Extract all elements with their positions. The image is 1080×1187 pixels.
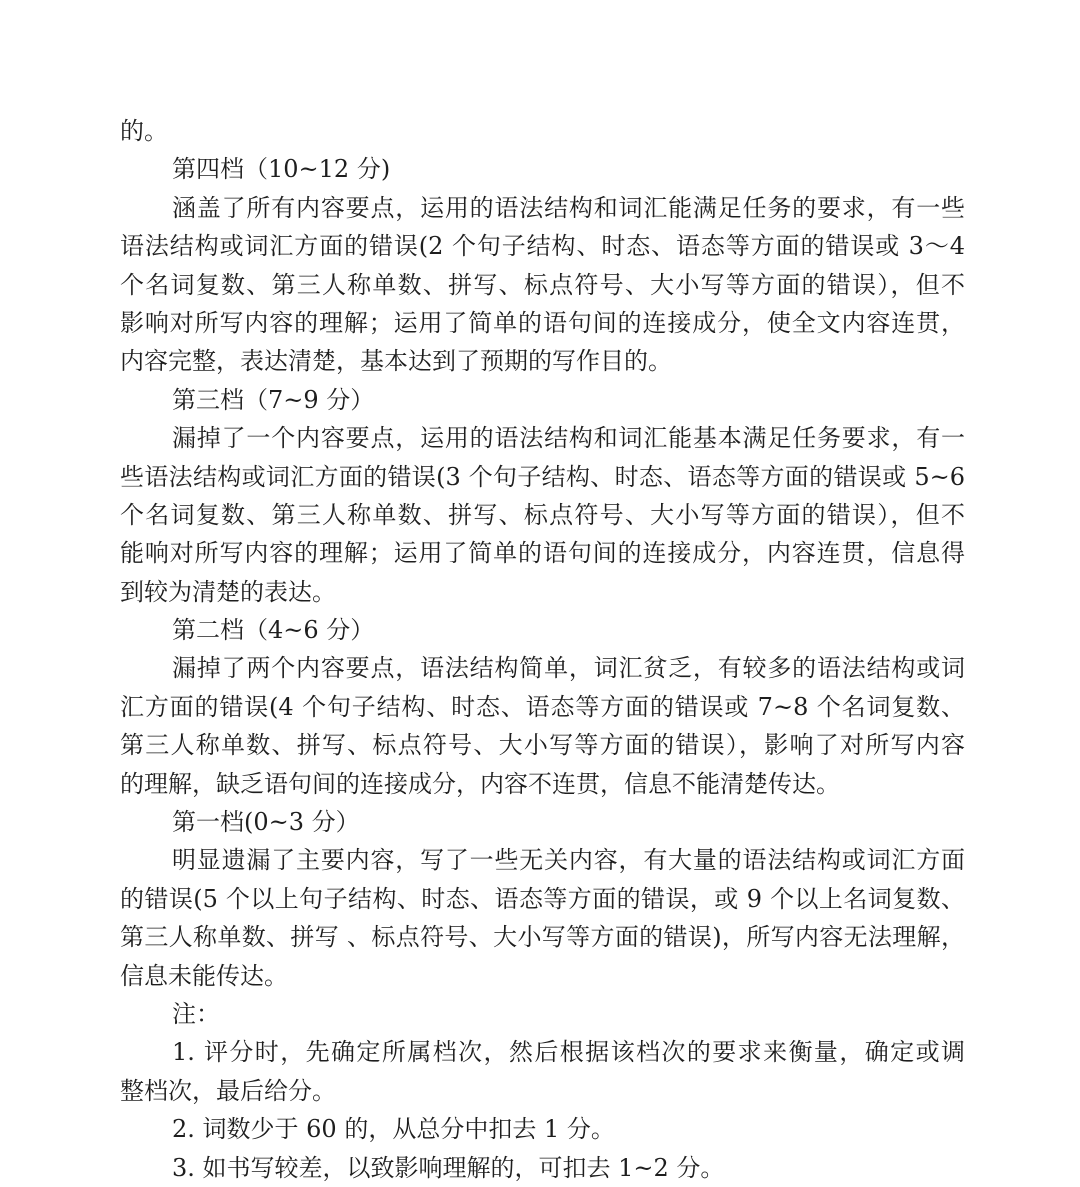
notes-heading: 注：: [172, 999, 220, 1028]
text-line: 内容完整，表达清楚，基本达到了预期的写作目的。: [120, 347, 672, 376]
text-line: 汇方面的错误(4 个句子结构、时态、语态等方面的错误或 7~8 个名词复数、: [120, 692, 965, 721]
text-line: 些语法结构或词汇方面的错误(3 个句子结构、时态、语态等方面的错误或 5~6: [120, 462, 965, 491]
note-item-3: 3. 如书写较差，以致影响理解的，可扣去 1~2 分。: [172, 1153, 725, 1182]
note-item-2: 2. 词数少于 60 的，从总分中扣去 1 分。: [172, 1115, 615, 1144]
text-line: 个名词复数、第三人称单数、拼写、标点符号、大小写等方面的错误），但不: [120, 270, 965, 299]
text-line: 第三人称单数、拼写、标点符号、大小写等方面的错误），影响了对所写内容: [120, 731, 965, 760]
section-heading-fourth: 第四档（10~12 分): [172, 155, 391, 184]
text-line: 能响对所写内容的理解；运用了简单的语句间的连接成分，内容连贯，信息得: [120, 539, 965, 568]
text-line: 的错误(5 个以上句子结构、时态、语态等方面的错误，或 9 个以上名词复数、: [120, 884, 965, 913]
section-heading-third: 第三档（7~9 分）: [172, 385, 375, 414]
section-heading-first: 第一档(0~3 分）: [172, 808, 360, 837]
note-item-1-continued: 整档次，最后给分。: [120, 1076, 336, 1105]
note-item-1: 1. 评分时，先确定所属档次，然后根据该档次的要求来衡量，确定或调: [172, 1038, 965, 1067]
text-line: 的理解，缺乏语句间的连接成分，内容不连贯，信息不能清楚传达。: [120, 769, 840, 798]
section-heading-second: 第二档（4~6 分）: [172, 616, 375, 645]
text-line: 信息未能传达。: [120, 961, 288, 990]
text-line: 漏掉了两个内容要点，语法结构简单，词汇贫乏，有较多的语法结构或词: [172, 654, 965, 683]
text-line: 明显遗漏了主要内容，写了一些无关内容，有大量的语法结构或词汇方面: [172, 846, 965, 875]
text-line: 个名词复数、第三人称单数、拼写、标点符号、大小写等方面的错误），但不: [120, 500, 965, 529]
text-line: 到较为清楚的表达。: [120, 577, 336, 606]
document-page: [120, 112, 965, 1187]
text-line: 语法结构或词汇方面的错误(2 个句子结构、时态、语态等方面的错误或 3～4: [120, 232, 965, 261]
text-line: 涵盖了所有内容要点，运用的语法结构和词汇能满足任务的要求，有一些: [172, 193, 965, 222]
text-line: 的。: [120, 117, 168, 145]
text-line: 影响对所写内容的理解；运用了简单的语句间的连接成分，使全文内容连贯，: [120, 308, 965, 337]
text-line: 第三人称单数、拼写 、标点符号、大小写等方面的错误)，所写内容无法理解，: [120, 923, 965, 952]
text-line: 漏掉了一个内容要点，运用的语法结构和词汇能基本满足任务要求，有一: [172, 424, 965, 453]
